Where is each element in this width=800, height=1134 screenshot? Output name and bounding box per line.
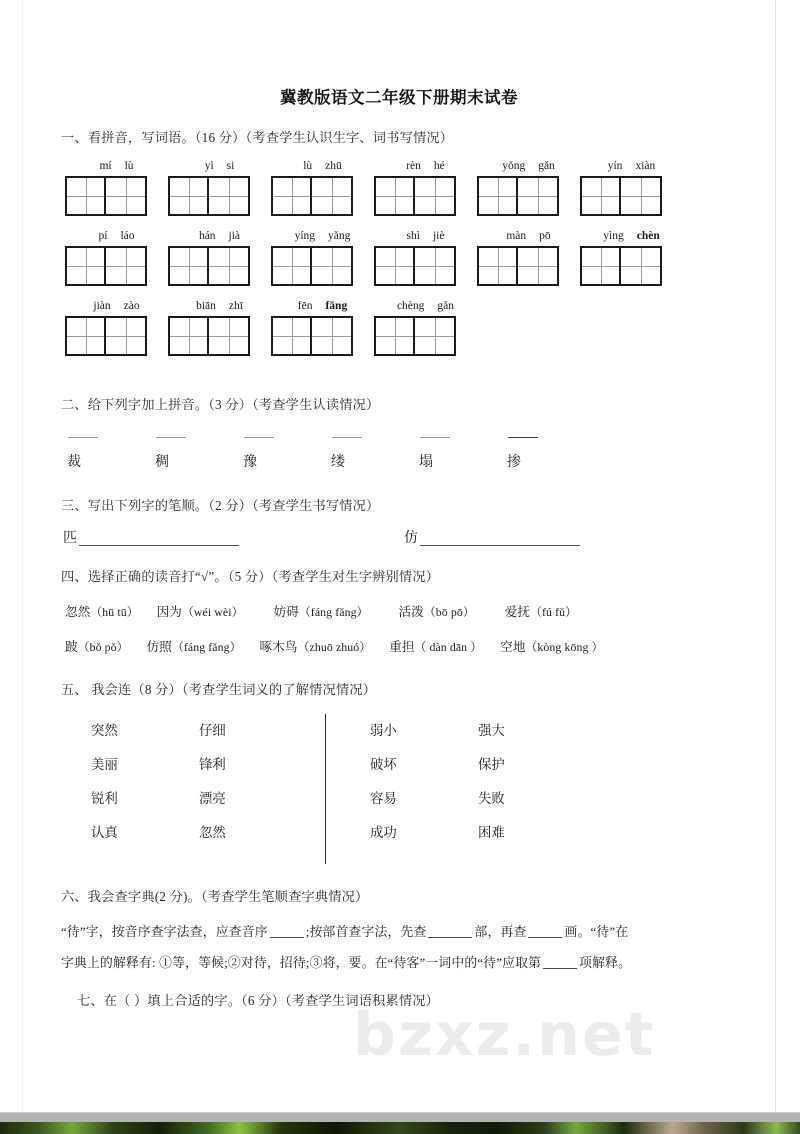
choice-word: 啄木鸟 — [259, 640, 298, 654]
pinyin-syllable-1: hán — [198, 230, 216, 242]
target-character: 匹 — [63, 531, 77, 546]
target-character: 裁 — [67, 455, 81, 470]
tianzige-cell[interactable] — [582, 178, 621, 214]
tianzige-cell[interactable] — [67, 318, 106, 354]
pinyin-pair — [168, 160, 271, 172]
tianzige-group — [65, 160, 168, 216]
tianzige-cell[interactable] — [415, 178, 454, 214]
choice-options[interactable]: （bǒ pǒ） — [77, 640, 129, 654]
stroke-order-blank[interactable] — [79, 531, 239, 546]
target-character: 仿 — [404, 531, 418, 546]
dictionary-text-b: ;按部首查字法，先查 — [305, 925, 427, 939]
pinyin-pair — [65, 160, 168, 172]
tianzige-group — [580, 230, 683, 286]
answer-blank-radical[interactable] — [428, 937, 472, 938]
matching-term[interactable]: 仔细 — [199, 723, 226, 738]
pinyin-syllable-1: yǒng — [502, 160, 526, 172]
tianzige-group — [168, 160, 271, 216]
matching-term[interactable]: 成功 — [370, 825, 397, 840]
dictionary-text-a: “待”字，按音序查字法查，应查音序 — [61, 925, 268, 939]
tianzige-group — [374, 230, 477, 286]
stroke-order-item — [404, 531, 580, 546]
choice-word: 空地 — [500, 640, 526, 654]
tianzige-group — [271, 160, 374, 216]
choice-word: 仿照 — [146, 640, 172, 654]
matching-term[interactable]: 认真 — [91, 825, 118, 840]
pinyin-blank-item — [243, 437, 331, 471]
pinyin-pair — [580, 160, 683, 172]
tianzige-cell[interactable] — [170, 248, 209, 284]
pinyin-syllable-1: yìng — [603, 230, 624, 242]
tianzige-cell[interactable] — [621, 248, 660, 284]
section-6-line-2 — [61, 950, 737, 976]
matching-term[interactable]: 破坏 — [370, 757, 397, 772]
section-4-line-1 — [61, 601, 737, 620]
stroke-order-blank[interactable] — [420, 531, 580, 546]
matching-column-left-b — [199, 714, 307, 864]
choice-options[interactable]: （hū tū） — [90, 605, 139, 619]
tianzige-cell[interactable] — [273, 178, 312, 214]
matching-column-right-a — [370, 714, 478, 864]
target-character: 塌 — [419, 455, 433, 470]
matching-term[interactable]: 锐利 — [91, 791, 118, 806]
tianzige-box[interactable] — [374, 316, 456, 356]
tianzige-box[interactable] — [580, 246, 662, 286]
pinyin-blank-item — [155, 437, 243, 471]
pinyin-syllable-1: biān — [196, 300, 216, 312]
matching-exercise — [61, 714, 737, 864]
pinyin-pair — [65, 300, 168, 312]
dictionary-text-e: 字典上的解释有: ①等，等候;②对待，招待;③将，要。在“待客”一词中的“待”应取第 — [61, 956, 542, 970]
section-5-heading: 五、 我会连（8 分）（考查学生词义的了解情况情况） — [61, 682, 377, 697]
bottom-image-strip — [0, 1122, 800, 1134]
dictionary-text-c: 部，再查 — [474, 925, 527, 939]
tianzige-cell[interactable] — [376, 248, 415, 284]
target-character: 稠 — [155, 455, 169, 470]
pinyin-pair — [477, 230, 580, 242]
matching-column-left-a — [91, 714, 199, 864]
dictionary-text-f: 项解释。 — [579, 956, 632, 970]
matching-term[interactable]: 美丽 — [91, 757, 118, 772]
tianzige-cell[interactable] — [582, 248, 621, 284]
pinyin-pair — [168, 230, 271, 242]
pinyin-syllable-2: zhī — [228, 300, 243, 312]
matching-term[interactable]: 容易 — [370, 791, 397, 806]
choice-word: 活泼 — [398, 605, 424, 619]
tianzige-box[interactable] — [168, 246, 250, 286]
pinyin-syllable-2: láo — [120, 230, 135, 242]
tianzige-cell[interactable] — [170, 318, 209, 354]
tianzige-cell[interactable] — [67, 178, 106, 214]
target-character: 掺 — [507, 455, 521, 470]
section-1-heading: 一、看拼音，写词语。（16 分）（考查学生认识生字、词书写情况） — [61, 130, 454, 145]
tianzige-cell[interactable] — [273, 248, 312, 284]
pinyin-syllable-1: màn — [506, 230, 527, 242]
tianzige-row-1 — [61, 160, 737, 216]
section-7-heading: 七、在（ ）填上合适的字。（6 分）（考查学生词语积累情况） — [77, 993, 440, 1008]
pinyin-syllable-1: pí — [98, 230, 108, 242]
pinyin-pair — [477, 160, 580, 172]
pinyin-syllable-2: pō — [539, 230, 551, 242]
pinyin-syllable-2: hé — [433, 160, 445, 172]
matching-term[interactable]: 保护 — [478, 757, 505, 772]
tianzige-cell[interactable] — [106, 318, 145, 354]
stroke-order-item — [63, 531, 239, 546]
tianzige-group — [271, 230, 374, 286]
choice-word: 爱抚 — [504, 605, 531, 619]
tianzige-group — [271, 300, 374, 356]
tianzige-cell[interactable] — [376, 318, 415, 354]
pinyin-syllable-2: jià — [228, 230, 241, 242]
page-content — [23, 84, 775, 1009]
choice-word: 重担 — [389, 640, 415, 654]
tianzige-cell[interactable] — [273, 318, 312, 354]
tianzige-group — [477, 230, 580, 286]
pinyin-pair — [168, 300, 271, 312]
pinyin-syllable-2: zhū — [325, 160, 342, 172]
tianzige-box[interactable] — [65, 246, 147, 286]
tianzige-box[interactable] — [374, 176, 456, 216]
tianzige-cell[interactable] — [376, 178, 415, 214]
page-title: 冀教版语文二年级下册期末试卷 — [280, 88, 518, 107]
matching-term[interactable]: 突然 — [91, 723, 118, 738]
pinyin-syllable-2: gǎn — [437, 300, 455, 312]
tianzige-box[interactable] — [477, 246, 559, 286]
matching-group-right — [370, 714, 586, 864]
tianzige-cell[interactable] — [209, 248, 248, 284]
pinyin-answer-blank[interactable] — [508, 437, 538, 438]
tianzige-box[interactable] — [65, 176, 147, 216]
tianzige-cell[interactable] — [518, 178, 557, 214]
answer-blank-definition[interactable] — [543, 968, 577, 969]
tianzige-group — [580, 160, 683, 216]
pinyin-pair — [580, 230, 683, 242]
choice-word: 忽然 — [65, 605, 91, 619]
matching-term[interactable]: 强大 — [478, 723, 505, 738]
pinyin-syllable-2: xiàn — [635, 160, 656, 172]
tianzige-group — [477, 160, 580, 216]
choice-options[interactable]: （fáng fǎng） — [171, 640, 242, 654]
tianzige-group — [374, 300, 477, 356]
exam-page — [22, 0, 776, 1112]
tianzige-cell[interactable] — [415, 318, 454, 354]
tianzige-box[interactable] — [374, 246, 456, 286]
tianzige-cell[interactable] — [479, 248, 518, 284]
choice-options[interactable]: （wéi wèi） — [182, 605, 244, 619]
pinyin-pair — [374, 300, 477, 312]
watermark-text: bzxz.net — [353, 1000, 656, 1070]
tianzige-box[interactable] — [271, 316, 353, 356]
section-6-heading: 六、我会查字典(2 分)。（考查学生笔顺查字典情况） — [61, 889, 369, 904]
section-3-heading: 三、写出下列字的笔顺。（2 分）（考查学生书写情况） — [61, 498, 380, 513]
tianzige-cell[interactable] — [312, 178, 351, 214]
vertical-divider — [325, 714, 326, 864]
matching-column-right-b — [478, 714, 586, 864]
tianzige-cell[interactable] — [170, 178, 209, 214]
pinyin-answer-blank[interactable] — [68, 437, 98, 438]
pinyin-syllable-2: zào — [123, 300, 140, 312]
tianzige-box[interactable] — [580, 176, 662, 216]
tianzige-cell[interactable] — [518, 248, 557, 284]
tianzige-box[interactable] — [168, 316, 250, 356]
matching-term[interactable]: 失败 — [478, 791, 505, 806]
tianzige-box[interactable] — [477, 176, 559, 216]
choice-options[interactable]: （fáng fǎng） — [298, 605, 369, 619]
pinyin-blank-item — [331, 437, 419, 471]
section-4-heading: 四、选择正确的读音打“√”。（5 分）（考查学生对生字辨别情况） — [61, 569, 440, 584]
pinyin-syllable-1: chèng — [396, 300, 425, 312]
pinyin-syllable-1: lù — [303, 160, 313, 172]
choice-word: 妨碍 — [273, 605, 299, 619]
section-2-heading: 二、给下列字加上拼音。（3 分）（考查学生认读情况） — [61, 397, 380, 412]
choice-word: 跛 — [65, 640, 78, 654]
tianzige-cell[interactable] — [209, 178, 248, 214]
matching-term[interactable]: 弱小 — [370, 723, 397, 738]
matching-group-left — [91, 714, 307, 864]
tianzige-cell[interactable] — [106, 248, 145, 284]
pinyin-syllable-2: gǎn — [538, 160, 555, 172]
answer-blank-strokes[interactable] — [528, 937, 562, 938]
matching-term[interactable]: 锋利 — [199, 757, 226, 772]
tianzige-box[interactable] — [271, 176, 353, 216]
tianzige-cell[interactable] — [415, 248, 454, 284]
pinyin-syllable-2: fāng — [325, 300, 348, 312]
matching-term[interactable]: 忽然 — [199, 825, 226, 840]
choice-options[interactable]: （ dàn dān ） — [414, 640, 483, 654]
pinyin-answer-blank[interactable] — [332, 437, 362, 438]
section-2-items — [61, 437, 737, 471]
pinyin-pair — [271, 230, 374, 242]
pinyin-syllable-2: lù — [124, 160, 134, 172]
pinyin-syllable-1: fēn — [297, 300, 313, 312]
choice-word: 因为 — [156, 605, 182, 619]
pinyin-pair — [374, 160, 477, 172]
tianzige-group — [374, 160, 477, 216]
pinyin-blank-item — [67, 437, 155, 471]
tianzige-group — [65, 300, 168, 356]
tianzige-cell[interactable] — [621, 178, 660, 214]
pinyin-answer-blank[interactable] — [420, 437, 450, 438]
section-3-items — [61, 531, 737, 546]
tianzige-cell[interactable] — [312, 248, 351, 284]
tianzige-row-3 — [61, 300, 737, 356]
choice-options[interactable]: （kòng kōng ） — [525, 640, 604, 654]
choice-options[interactable]: （bō pō） — [423, 605, 475, 619]
section-6-line-1 — [61, 919, 737, 945]
pinyin-syllable-1: shì — [406, 230, 420, 242]
tianzige-box[interactable] — [65, 316, 147, 356]
pinyin-syllable-2: yǎng — [328, 230, 351, 242]
dictionary-text-d: 画。“待”在 — [564, 925, 629, 939]
pinyin-syllable-1: yì — [204, 160, 214, 172]
target-character: 缕 — [331, 455, 345, 470]
tianzige-box[interactable] — [168, 176, 250, 216]
pinyin-blank-item — [507, 437, 595, 471]
pinyin-answer-blank[interactable] — [244, 437, 274, 438]
tianzige-group — [65, 230, 168, 286]
tianzige-row-2 — [61, 230, 737, 286]
tianzige-cell[interactable] — [106, 178, 145, 214]
pinyin-syllable-1: yíng — [294, 230, 316, 242]
answer-blank-phonetic[interactable] — [270, 937, 304, 938]
target-character: 豫 — [243, 455, 257, 470]
tianzige-group — [168, 300, 271, 356]
pinyin-blank-item — [419, 437, 507, 471]
pinyin-syllable-1: jiàn — [93, 300, 111, 312]
pinyin-pair — [65, 230, 168, 242]
tianzige-box[interactable] — [271, 246, 353, 286]
pinyin-syllable-2: si — [226, 160, 235, 172]
matching-term[interactable]: 漂亮 — [199, 791, 226, 806]
tianzige-cell[interactable] — [67, 248, 106, 284]
choice-options[interactable]: （fú fǔ） — [530, 605, 578, 619]
pinyin-pair — [271, 160, 374, 172]
matching-term[interactable]: 困难 — [478, 825, 505, 840]
pinyin-answer-blank[interactable] — [156, 437, 186, 438]
tianzige-cell[interactable] — [479, 178, 518, 214]
pinyin-syllable-2: chèn — [636, 230, 660, 242]
tianzige-cell[interactable] — [209, 318, 248, 354]
choice-options[interactable]: （zhuō zhuó） — [297, 640, 372, 654]
tianzige-group — [168, 230, 271, 286]
pinyin-syllable-1: mí — [99, 160, 112, 172]
pinyin-syllable-1: yín — [607, 160, 623, 172]
pinyin-pair — [271, 300, 374, 312]
pinyin-pair — [374, 230, 477, 242]
tianzige-cell[interactable] — [312, 318, 351, 354]
pinyin-syllable-1: rèn — [406, 160, 421, 172]
section-4-line-2 — [61, 636, 737, 655]
pinyin-syllable-2: jiè — [432, 230, 445, 242]
